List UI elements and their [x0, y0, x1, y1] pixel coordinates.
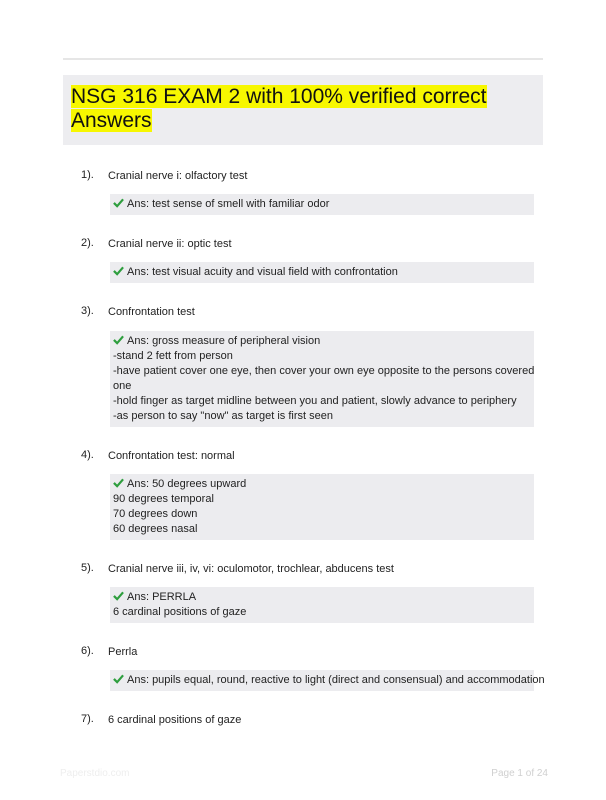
answer-line: Ans: test sense of smell with familiar odor: [127, 198, 330, 210]
answer-line: -stand 2 fett from person: [113, 350, 233, 362]
question-number: 2).: [81, 237, 94, 249]
question-text: Cranial nerve ii: optic test: [108, 238, 232, 250]
answer-line: 6 cardinal positions of gaze: [113, 606, 247, 618]
answer-line: Ans: PERRLA: [127, 591, 197, 603]
title-line-1: NSG 316 EXAM 2 with 100% verified correct: [71, 85, 487, 108]
question-number: 5).: [81, 562, 94, 574]
question-text: Perrla: [108, 646, 138, 658]
page-title: [71, 85, 501, 133]
answer-box: [110, 670, 545, 691]
answer-line: Ans: pupils equal, round, reactive to light (direct and consensual) and accommodation: [127, 674, 545, 686]
answer-line: -as person to say "now" as target is first seen: [113, 410, 333, 422]
check-icon: [113, 673, 124, 684]
answer-line: -hold finger as target midline between you and patient, slowly advance to periphery: [113, 395, 517, 407]
title-line-2: Answers: [71, 109, 152, 132]
footer-site-watermark: Paperstdio.com: [60, 768, 130, 779]
answer-box: [110, 587, 534, 623]
check-icon: [113, 334, 124, 345]
answer-line: Ans: test visual acuity and visual field with confrontation: [127, 266, 398, 278]
answer-line: Ans: gross measure of peripheral vision: [127, 335, 321, 347]
answer-line: 90 degrees temporal: [113, 493, 214, 505]
answer-line: -have patient cover one eye, then cover your own eye opposite to the persons covered: [113, 365, 535, 377]
check-icon: [113, 477, 124, 488]
question-text: Cranial nerve i: olfactory test: [108, 170, 248, 182]
question-number: 3).: [81, 305, 94, 317]
question-number: 6).: [81, 645, 94, 657]
check-icon: [113, 265, 124, 276]
answer-box: [110, 474, 534, 540]
question-text: Confrontation test: [108, 306, 195, 318]
question-number: 4).: [81, 449, 94, 461]
top-divider: [63, 58, 543, 60]
answer-line: one: [113, 380, 132, 392]
answer-line: 70 degrees down: [113, 508, 198, 520]
answer-box: [110, 331, 534, 427]
question-text: 6 cardinal positions of gaze: [108, 714, 242, 726]
answer-box: [110, 262, 534, 283]
question-number: 1).: [81, 169, 94, 181]
answer-line: Ans: 50 degrees upward: [127, 478, 247, 490]
check-icon: [113, 197, 124, 208]
question-text: Cranial nerve iii, iv, vi: oculomotor, trochlear, abducens test: [108, 563, 394, 575]
page-number: Page 1 of 24: [491, 768, 548, 779]
question-number: 7).: [81, 713, 94, 725]
check-icon: [113, 590, 124, 601]
answer-line: 60 degrees nasal: [113, 523, 198, 535]
answer-box: [110, 194, 534, 215]
title-banner: [63, 75, 543, 145]
question-text: Confrontation test: normal: [108, 450, 235, 462]
